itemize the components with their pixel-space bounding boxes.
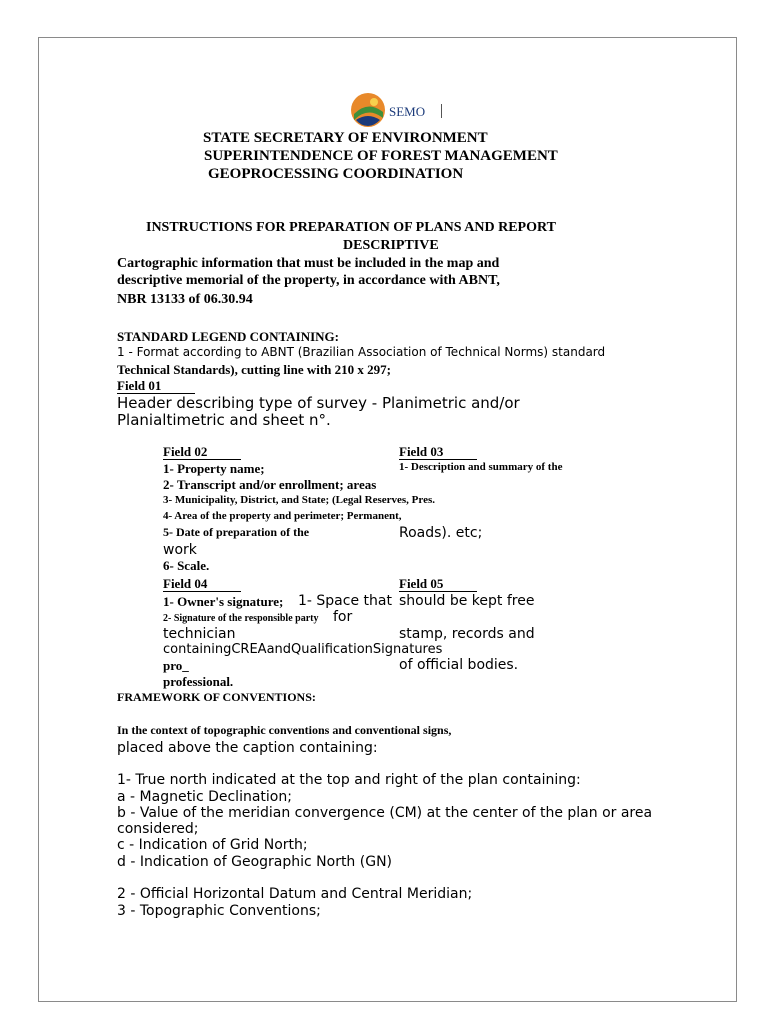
legend-item-1: 1 - Format according to ABNT (Brazilian Association of Technical Norms) standard [117, 345, 606, 359]
field-01-line-1: Header describing type of survey - Planimetric and/or [117, 394, 520, 412]
conventions-placed: placed above the caption containing: [117, 740, 378, 756]
field-05-item-1: 1- Space that [298, 593, 392, 609]
title-line-2: DESCRIPTIVE [343, 238, 439, 253]
conventions-item-3: 3 - Topographic Conventions; [117, 903, 321, 919]
field-02-item-2: 2- Transcript and/or enrollment; areas [163, 477, 377, 492]
field-01-line-2: Planialtimetric and sheet n°. [117, 411, 331, 429]
field-04-label: Field 04 [163, 576, 241, 592]
conventions-item-a: a - Magnetic Declination; [117, 789, 292, 805]
legend-heading: STANDARD LEGEND CONTAINING: [117, 329, 339, 344]
field-01-label: Field 01 [117, 378, 195, 394]
conventions-item-2: 2 - Official Horizontal Datum and Central Meridian; [117, 886, 473, 902]
field-03-label: Field 03 [399, 444, 477, 460]
intro-line-1: Cartographic information that must be included in the map and [117, 256, 500, 271]
title-line-1: INSTRUCTIONS FOR PREPARATION OF PLANS AND REPORT [146, 220, 556, 235]
legend-item-1b: Technical Standards), cutting line with 210 x 297; [117, 362, 391, 377]
header-line-2: SUPERINTENDENCE OF FOREST MANAGEMENT [204, 148, 558, 164]
field-04-technician: technician [163, 626, 236, 642]
intro-line-2: descriptive memorial of the property, in accordance with ABNT, [117, 273, 500, 288]
field-02-item-4: 4- Area of the property and perimeter; Permanent, [163, 510, 402, 522]
conventions-item-d: d - Indication of Geographic North (GN) [117, 854, 393, 870]
header-line-1: STATE SECRETARY OF ENVIRONMENT [203, 130, 488, 146]
field-05-label: Field 05 [399, 576, 477, 592]
conventions-item-b-line-2: considered; [117, 821, 199, 837]
conventions-context: In the context of topographic conventions and conventional signs, [117, 723, 452, 737]
field-04-professional: professional. [163, 674, 234, 689]
field-04-item-1: 1- Owner's signature; [163, 594, 284, 609]
field-05-item-1b: should be kept free [399, 593, 535, 609]
field-04-item-2b: for [333, 609, 353, 625]
conventions-item-1: 1- True north indicated at the top and right of the plan containing: [117, 772, 581, 788]
field-02-label: Field 02 [163, 444, 241, 460]
field-04-item-2: 2- Signature of the responsible party [163, 613, 319, 624]
intro-line-3: NBR 13133 of 06.30.94 [117, 292, 253, 307]
field-02-item-1: 1- Property name; [163, 461, 265, 476]
field-04-crea: containingCREAandQualificationSignatures [163, 642, 443, 657]
field-04-pro: pro_ [163, 658, 189, 673]
field-03-item-1: 1- Description and summary of the [399, 461, 563, 473]
semo-logo-icon [350, 92, 386, 128]
conventions-heading: FRAMEWORK OF CONVENTIONS: [117, 690, 316, 704]
conventions-item-c: c - Indication of Grid North; [117, 837, 308, 853]
field-05-bodies: of official bodies. [399, 657, 519, 673]
field-02-work: work [163, 542, 197, 558]
field-02-item-6: 6- Scale. [163, 558, 210, 573]
conventions-item-b-line-1: b - Value of the meridian convergence (CM) at the center of the plan or area [117, 805, 653, 821]
field-02-item-5: 5- Date of preparation of the [163, 525, 310, 539]
header-line-3: GEOPROCESSING COORDINATION [208, 166, 464, 182]
field-02-item-3: 3- Municipality, District, and State; (Legal Reserves, Pres. [163, 494, 436, 506]
logo-divider [441, 104, 442, 118]
field-03-roads: Roads). etc; [399, 525, 483, 541]
logo-text: SEMO [389, 104, 426, 119]
field-05-stamp: stamp, records and [399, 626, 535, 642]
